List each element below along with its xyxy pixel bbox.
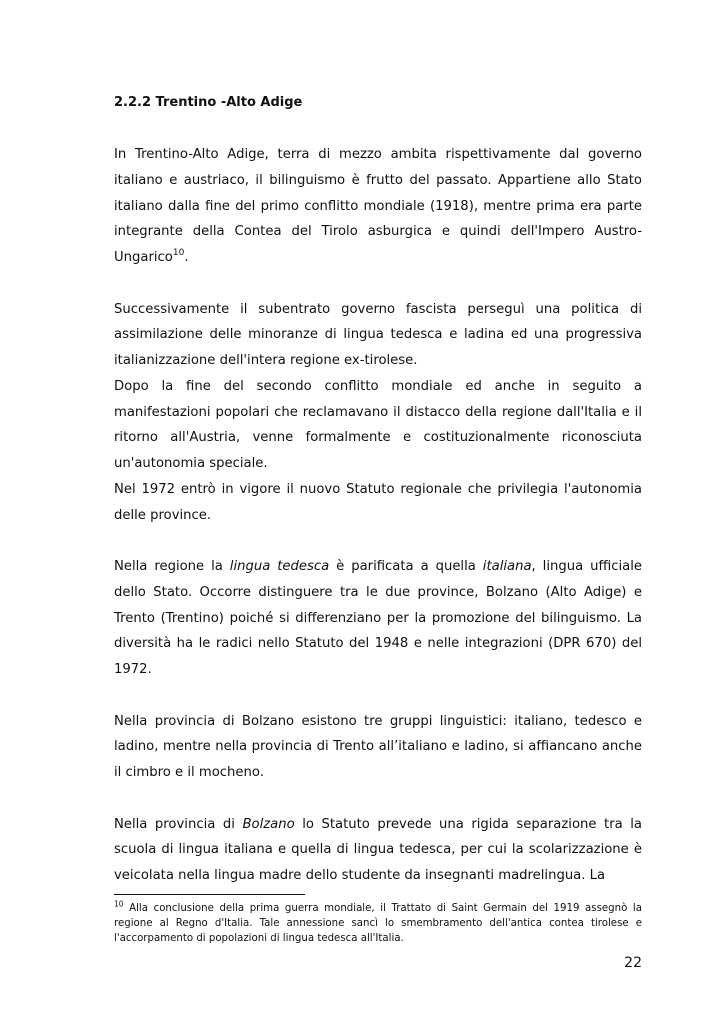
paragraph-5: [114, 554, 642, 683]
paragraph-6: Nella provincia di Bolzano esistono tre gruppi linguistici: italiano, tedesco e ladino, mentre nella provincia di Trento all’italiano e ladino, si affiancano anche il cimbro e il mocheno.: [114, 713, 642, 780]
emphasis-bolzano: Bolzano: [242, 816, 295, 832]
paragraph-5-text-b: è parificata a quella: [329, 559, 483, 574]
paragraph-1-end: .: [184, 250, 189, 265]
paragraph-5-text-a: Nella regione la: [114, 559, 230, 574]
footnote-separator: [114, 894, 305, 895]
paragraph-3: Dopo la fine del secondo conflitto mondiale ed anche in seguito a manifestazioni popolari che reclamavano il distacco della regione dall'Italia e il ritorno all'Austria, venne formalmente e costituzionalmente riconosciuta un'autonomia speciale.: [114, 378, 642, 471]
body-text: [114, 142, 642, 889]
paragraph-4: Nel 1972 entrò in vigore il nuovo Statuto regionale che privilegia l'autonomia delle province.: [114, 481, 642, 523]
footnote-number: 10: [114, 899, 124, 909]
paragraph-7: [114, 812, 642, 889]
paragraph-5-text-c: , lingua ufficiale dello Stato. Occorre distinguere tra le due province, Bolzano (Alto Adige) e Trento (Trentino) poiché si differenziano per la promozione del bilinguismo. La diversità ha le radici nello Statuto del 1948 e nelle integrazioni (DPR 670) del 1972.: [114, 559, 642, 677]
emphasis-italiana: italiana: [482, 559, 532, 574]
footnote-reference[interactable]: 10: [172, 247, 185, 258]
footnote: [114, 901, 642, 946]
paragraph-1-text: In Trentino-Alto Adige, terra di mezzo ambita rispettivamente dal governo italiano e austriaco, il bilinguismo è frutto del passato. Appartiene allo Stato italiano dalla fine del primo conflitto mondiale (1918), mentre prima era parte integrante della Contea del Tirolo asburgica e quindi dell'Impero Austro-Ungarico: [114, 147, 642, 265]
paragraph-7-text-b: lo Statuto prevede una rigida separazione tra la scuola di lingua italiana e quella di lingua tedesca, per cui la scolarizzazione è veicolata nella lingua madre dello studente da insegnanti madrelingua. La: [114, 816, 642, 883]
paragraph-2: Successivamente il subentrato governo fascista perseguì una politica di assimilazione delle minoranze di lingua tedesca e ladina ed una progressiva italianizzazione dell'intera regione ex-tirolese.: [114, 301, 642, 368]
section-heading: 2.2.2 Trentino -Alto Adige: [114, 95, 303, 110]
paragraph-1: [114, 142, 642, 271]
page-number: 22: [624, 955, 642, 971]
emphasis-lingua-tedesca: lingua tedesca: [229, 559, 330, 574]
footnote-text: Alla conclusione della prima guerra mondiale, il Trattato di Saint Germain del 1919 assegnò la regione al Regno d'Italia. Tale annessione sancì lo smembramento dell'antica contea tirolese e l'accorpamento di popolazioni di lingua tedesca all'Italia.: [114, 903, 642, 944]
paragraph-7-text-a: Nella provincia di: [114, 816, 243, 832]
